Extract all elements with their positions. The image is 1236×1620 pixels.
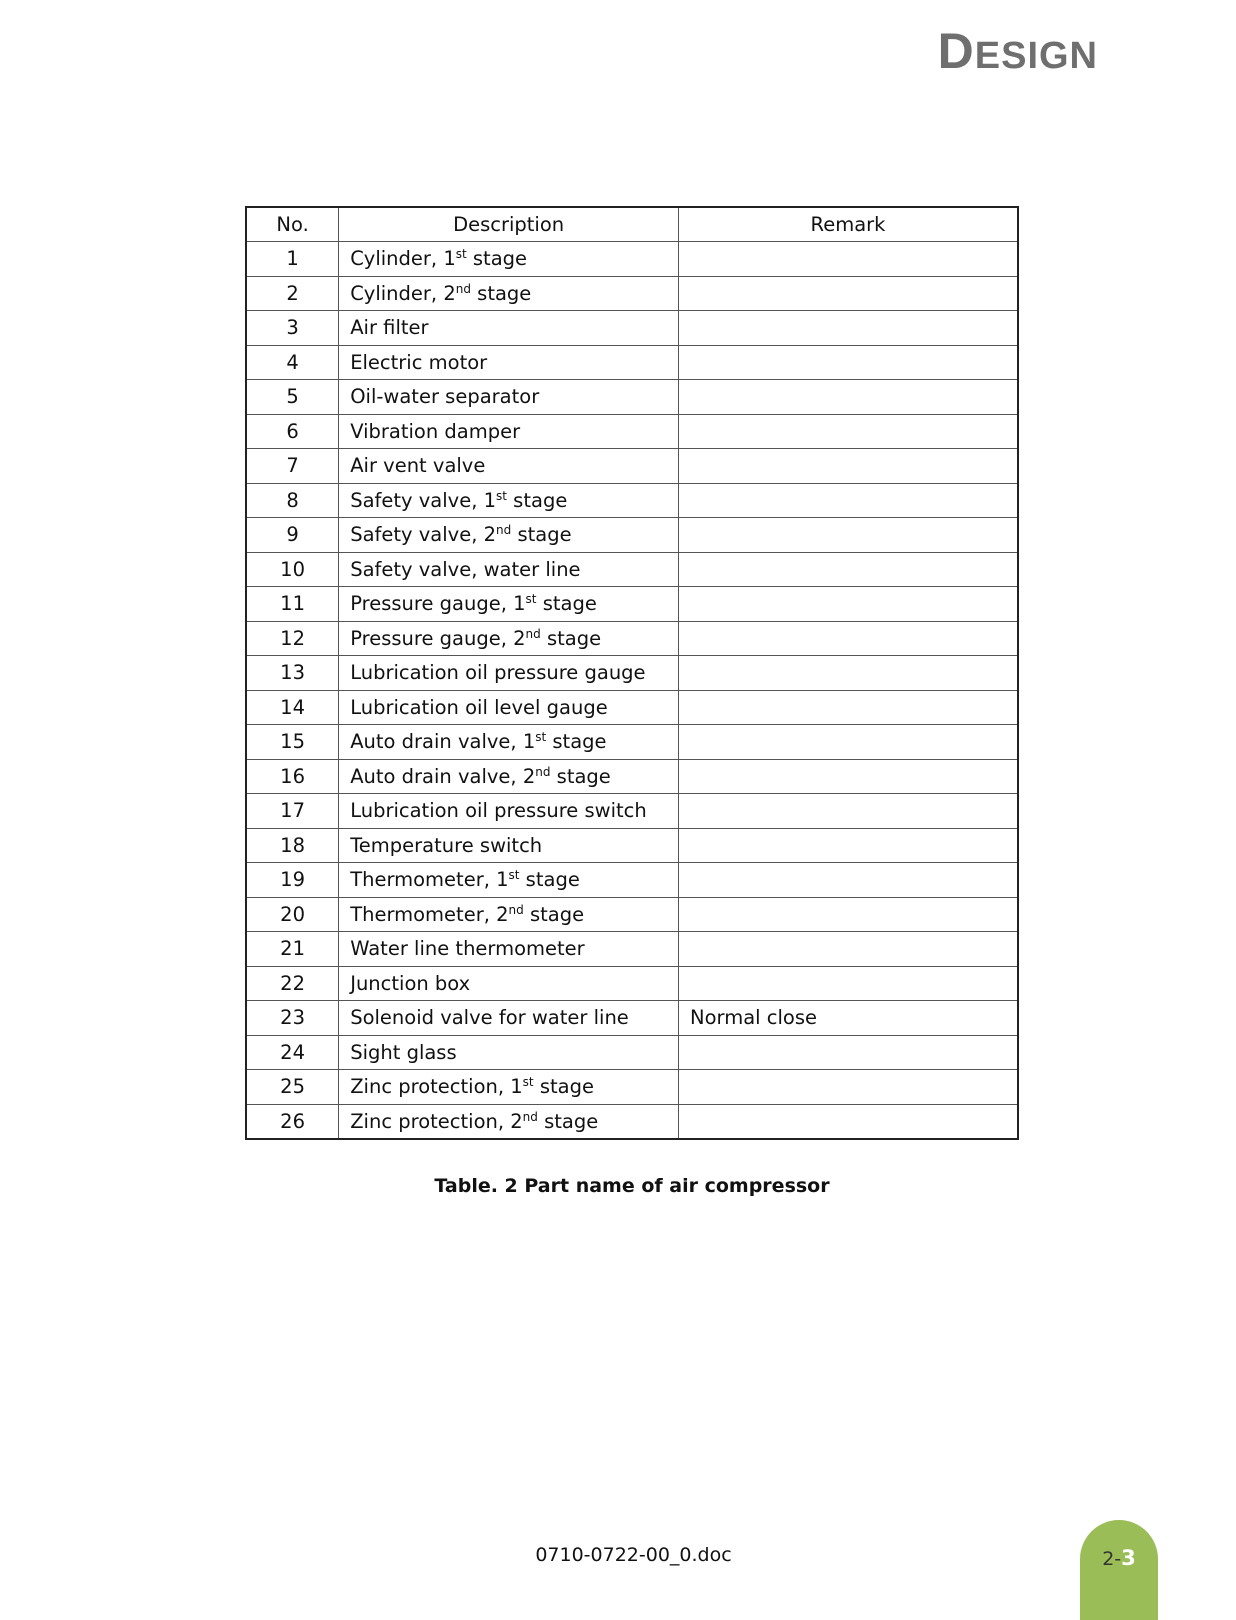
table-row — [246, 863, 1018, 898]
cell-description — [339, 690, 679, 725]
cell-description — [339, 345, 679, 380]
table-row — [246, 828, 1018, 863]
description-text: Lubrication oil level gauge — [350, 695, 608, 719]
description-text: Lubrication oil pressure gauge — [350, 661, 646, 685]
cell-remark — [679, 863, 1018, 898]
cell-no: 10 — [246, 552, 339, 587]
description-tail: stage — [519, 868, 580, 892]
table-row — [246, 380, 1018, 415]
description-text: Safety valve, 2 — [350, 523, 497, 547]
table-row — [246, 656, 1018, 691]
description-text: Air vent valve — [350, 454, 486, 478]
cell-remark — [679, 656, 1018, 691]
cell-no: 12 — [246, 621, 339, 656]
ordinal-suffix: nd — [522, 1109, 538, 1124]
ordinal-suffix: nd — [525, 626, 541, 641]
description-text: Temperature switch — [350, 833, 543, 857]
description-text: Electric motor — [350, 350, 488, 374]
table-row — [246, 725, 1018, 760]
cell-description — [339, 966, 679, 1001]
cell-remark — [679, 932, 1018, 967]
cell-description — [339, 518, 679, 553]
description-text: Safety valve, water line — [350, 557, 581, 581]
table-row — [246, 449, 1018, 484]
cell-no: 4 — [246, 345, 339, 380]
table-row — [246, 966, 1018, 1001]
table-row — [246, 1104, 1018, 1139]
description-tail: stage — [540, 626, 602, 650]
cell-remark — [679, 897, 1018, 932]
description-text: Thermometer, 1 — [350, 868, 509, 892]
cell-no: 9 — [246, 518, 339, 553]
table-row — [246, 311, 1018, 346]
cell-no: 7 — [246, 449, 339, 484]
cell-no: 17 — [246, 794, 339, 829]
description-text: Auto drain valve, 2 — [350, 764, 536, 788]
cell-description — [339, 552, 679, 587]
description-text: Pressure gauge, 1 — [350, 592, 526, 616]
cell-no: 13 — [246, 656, 339, 691]
table-row — [246, 483, 1018, 518]
description-text: Vibration damper — [350, 419, 521, 443]
cell-description — [339, 587, 679, 622]
parts-table — [245, 206, 1019, 1140]
cell-remark — [679, 1070, 1018, 1105]
cell-description — [339, 276, 679, 311]
table-row — [246, 690, 1018, 725]
cell-description — [339, 621, 679, 656]
description-text: Cylinder, 1 — [350, 247, 456, 271]
description-text: Auto drain valve, 1 — [350, 730, 536, 754]
cell-no: 26 — [246, 1104, 339, 1139]
cell-no: 1 — [246, 242, 339, 277]
cell-remark — [679, 552, 1018, 587]
ordinal-suffix: nd — [508, 902, 524, 917]
cell-remark — [679, 483, 1018, 518]
table-row — [246, 276, 1018, 311]
table-row — [246, 587, 1018, 622]
description-tail: stage — [533, 1075, 594, 1099]
cell-remark — [679, 966, 1018, 1001]
cell-no: 18 — [246, 828, 339, 863]
cell-description — [339, 863, 679, 898]
description-tail: stage — [536, 592, 597, 616]
cell-remark — [679, 621, 1018, 656]
cell-remark — [679, 794, 1018, 829]
cell-description — [339, 725, 679, 760]
cell-description — [339, 656, 679, 691]
description-tail: stage — [546, 730, 607, 754]
table-row — [246, 794, 1018, 829]
table-header-row — [246, 207, 1018, 242]
cell-remark — [679, 242, 1018, 277]
table-row — [246, 414, 1018, 449]
cell-remark — [679, 276, 1018, 311]
description-text: Cylinder, 2 — [350, 281, 456, 305]
cell-remark — [679, 725, 1018, 760]
cell-remark — [679, 690, 1018, 725]
cell-no: 23 — [246, 1001, 339, 1036]
section-title-initial: D — [937, 23, 975, 79]
table-row — [246, 345, 1018, 380]
cell-remark — [679, 380, 1018, 415]
cell-description — [339, 828, 679, 863]
cell-description — [339, 414, 679, 449]
table-row — [246, 932, 1018, 967]
cell-remark — [679, 414, 1018, 449]
cell-remark — [679, 449, 1018, 484]
cell-description — [339, 897, 679, 932]
header-no: No. — [246, 207, 339, 242]
table-row — [246, 242, 1018, 277]
ordinal-suffix: st — [525, 592, 537, 607]
table-body — [246, 242, 1018, 1139]
cell-remark — [679, 1104, 1018, 1139]
description-text: Zinc protection, 2 — [350, 1109, 523, 1133]
cell-no: 14 — [246, 690, 339, 725]
cell-remark — [679, 518, 1018, 553]
description-tail: stage — [506, 488, 568, 512]
description-text: Thermometer, 2 — [350, 902, 509, 926]
cell-remark — [679, 345, 1018, 380]
cell-description — [339, 1070, 679, 1105]
cell-remark — [679, 828, 1018, 863]
cell-remark — [679, 759, 1018, 794]
description-text: Lubrication oil pressure switch — [350, 799, 647, 823]
cell-description — [339, 1035, 679, 1070]
table-row — [246, 1035, 1018, 1070]
cell-remark: Normal close — [679, 1001, 1018, 1036]
description-tail: stage — [511, 523, 572, 547]
cell-description — [339, 932, 679, 967]
cell-no: 6 — [246, 414, 339, 449]
ordinal-suffix: nd — [496, 523, 512, 538]
cell-description — [339, 449, 679, 484]
section-title — [937, 23, 1098, 79]
table-row — [246, 552, 1018, 587]
description-text: Oil-water separator — [350, 385, 540, 409]
footer-filename: 0710-0722-00_0.doc — [535, 1544, 732, 1566]
description-text: Junction box — [350, 971, 471, 995]
cell-remark — [679, 1035, 1018, 1070]
table-row — [246, 759, 1018, 794]
table-row — [246, 897, 1018, 932]
description-tail: stage — [523, 902, 585, 926]
ordinal-suffix: st — [455, 247, 467, 262]
description-text: Solenoid valve for water line — [350, 1006, 629, 1030]
cell-no: 8 — [246, 483, 339, 518]
cell-remark — [679, 587, 1018, 622]
cell-no: 3 — [246, 311, 339, 346]
description-tail: stage — [550, 764, 611, 788]
cell-remark — [679, 311, 1018, 346]
page-number-prefix: 2- — [1102, 1548, 1122, 1570]
description-text: Safety valve, 1 — [350, 488, 497, 512]
description-tail: stage — [470, 281, 532, 305]
cell-no: 5 — [246, 380, 339, 415]
ordinal-suffix: nd — [455, 281, 471, 296]
cell-no: 20 — [246, 897, 339, 932]
description-text: Sight glass — [350, 1040, 457, 1064]
description-text: Pressure gauge, 2 — [350, 626, 526, 650]
cell-no: 25 — [246, 1070, 339, 1105]
header-description: Description — [339, 207, 679, 242]
header-remark: Remark — [679, 207, 1018, 242]
description-tail: stage — [537, 1109, 599, 1133]
cell-description — [339, 311, 679, 346]
cell-no: 16 — [246, 759, 339, 794]
cell-no: 21 — [246, 932, 339, 967]
ordinal-suffix: st — [508, 868, 520, 883]
ordinal-suffix: st — [496, 488, 507, 503]
cell-no: 2 — [246, 276, 339, 311]
cell-description — [339, 759, 679, 794]
cell-no: 24 — [246, 1035, 339, 1070]
cell-description — [339, 380, 679, 415]
ordinal-suffix: nd — [535, 764, 551, 779]
page-tab — [1080, 1520, 1158, 1620]
ordinal-suffix: st — [522, 1075, 534, 1090]
page-number-value: 3 — [1121, 1546, 1136, 1570]
description-text: Air filter — [350, 316, 429, 340]
cell-description — [339, 1104, 679, 1139]
ordinal-suffix: st — [535, 730, 547, 745]
cell-no: 15 — [246, 725, 339, 760]
description-tail: stage — [466, 247, 528, 271]
cell-description — [339, 794, 679, 829]
description-text: Water line thermometer — [350, 937, 585, 961]
table-caption: Table. 2 Part name of air compressor — [434, 1175, 830, 1197]
cell-description — [339, 242, 679, 277]
cell-no: 11 — [246, 587, 339, 622]
description-text: Zinc protection, 1 — [350, 1075, 523, 1099]
cell-no: 22 — [246, 966, 339, 1001]
table-row — [246, 621, 1018, 656]
cell-description — [339, 483, 679, 518]
table-row — [246, 518, 1018, 553]
table-row — [246, 1070, 1018, 1105]
cell-description — [339, 1001, 679, 1036]
cell-no: 19 — [246, 863, 339, 898]
table-row — [246, 1001, 1018, 1036]
page-number — [1080, 1546, 1158, 1570]
section-title-rest: ESIGN — [974, 35, 1098, 77]
